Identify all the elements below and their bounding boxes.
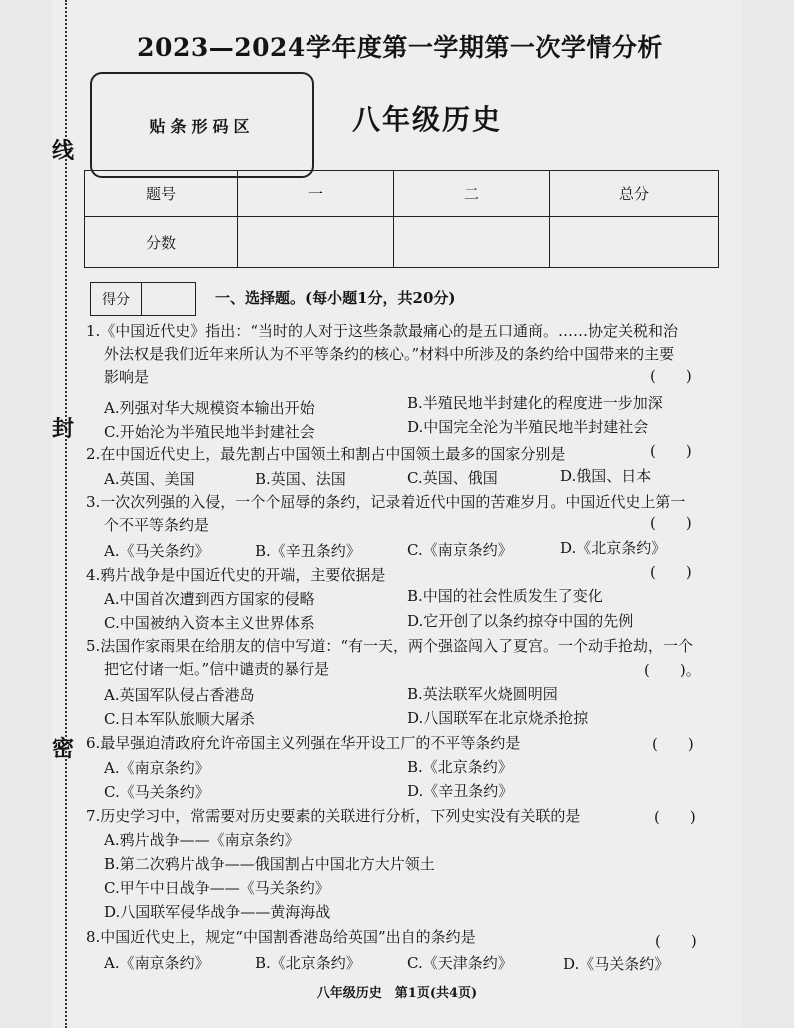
question-5 [86, 635, 726, 681]
question-2 [86, 443, 726, 466]
option-2d: D.俄国、日本 [560, 467, 652, 485]
binding-char-mi: 密 [52, 736, 75, 762]
option-6c: C.《马关条约》 [104, 783, 210, 801]
option-6b: B.《北京条约》 [407, 758, 513, 776]
question-line: 2.在中国近代史上，最先割占中国领土和割占中国领土最多的国家分别是 [86, 445, 566, 463]
question-4 [86, 564, 726, 587]
question-line: 把它付诸一炬。”信中谴责的暴行是 [104, 660, 330, 678]
question-line: 外法权是我们近年来所认为不平等条约的核心。”材料中所涉及的条约给中国带来的主要 [104, 345, 675, 363]
question-8 [86, 926, 726, 949]
question-7 [86, 805, 726, 828]
score-table-cell[interactable] [238, 217, 394, 268]
page-footer: 八年级历史 第1页(共4页) [316, 986, 478, 1001]
option-5d: D.八国联军在北京烧杀抢掠 [407, 709, 589, 727]
question-line: 8.中国近代史上，规定“中国割香港岛给英国”出自的条约是 [86, 928, 476, 946]
question-line: 个不平等条约是 [104, 516, 210, 534]
score-table-cell[interactable] [550, 217, 719, 268]
option-4a: A.中国首次遭到西方国家的侵略 [104, 590, 315, 608]
barcode-area: 贴条形码区 [90, 72, 314, 178]
option-2b: B.英国、法国 [255, 470, 346, 488]
option-5b: B.英法联军火烧圆明园 [407, 685, 558, 703]
option-5c: C.日本军队旅顺大屠杀 [104, 710, 255, 728]
score-table-header-cell: 二 [394, 171, 550, 217]
question-line: 4.鸦片战争是中国近代史的开端，主要依据是 [86, 566, 386, 584]
question-line: 6.最早强迫清政府允许帝国主义列强在华开设工厂的不平等条约是 [86, 734, 521, 752]
option-8b: B.《北京条约》 [255, 954, 361, 972]
score-table-header-cell: 题号 [85, 171, 238, 217]
section-score-box [90, 282, 196, 316]
option-4d: D.它开创了以条约掠夺中国的先例 [407, 612, 634, 630]
score-table-header-cell: 一 [238, 171, 394, 217]
score-table-cell: 分数 [85, 217, 238, 268]
option-1c: C.开始沦为半殖民地半封建社会 [104, 423, 315, 441]
binding-char-xian: 线 [52, 138, 75, 164]
option-7d: D.八国联军侵华战争——黄海海战 [104, 903, 331, 921]
option-7c: C.甲午中日战争——《马关条约》 [104, 879, 330, 897]
question-line: 7.历史学习中，常需要对历史要素的关联进行分析，下列史实没有关联的是 [86, 807, 581, 825]
question-1 [86, 320, 726, 389]
answer-paren-4[interactable]: ( ) [650, 563, 692, 581]
question-3 [86, 491, 726, 537]
answer-paren-1[interactable]: ( ) [650, 367, 692, 385]
question-line: 影响是 [104, 368, 150, 386]
score-box-label: 得分 [91, 283, 142, 315]
question-line: 5.法国作家雨果在给朋友的信中写道：“有一天，两个强盗闯入了夏宫。一个动手抢劫，一个 [86, 637, 693, 655]
option-8a: A.《南京条约》 [104, 954, 210, 972]
option-8c: C.《天津条约》 [407, 954, 513, 972]
option-1d: D.中国完全沦为半殖民地半封建社会 [407, 418, 649, 436]
option-3a: A.《马关条约》 [104, 542, 210, 560]
option-2c: C.英国、俄国 [407, 469, 498, 487]
option-8d: D.《马关条约》 [563, 955, 670, 973]
option-4b: B.中国的社会性质发生了变化 [407, 587, 603, 605]
option-1b: B.半殖民地半封建化的程度进一步加深 [407, 394, 663, 412]
score-table-header-cell: 总分 [550, 171, 719, 217]
score-table-cell[interactable] [394, 217, 550, 268]
option-5a: A.英国军队侵占香港岛 [104, 686, 255, 704]
option-3b: B.《辛丑条约》 [255, 542, 361, 560]
question-line: 1.《中国近代史》指出：“当时的人对于这些条款最痛心的是五口通商。……协定关税和治 [86, 322, 678, 340]
option-6d: D.《辛丑条约》 [407, 782, 514, 800]
exam-title: 2023—2024学年度第一学期第一次学情分析 [137, 33, 663, 62]
answer-paren-8[interactable]: ( ) [655, 932, 697, 950]
option-7a: A.鸦片战争——《南京条约》 [104, 831, 300, 849]
question-line: 3.一次次列强的入侵，一个个屈辱的条约，记录着近代中国的苦难岁月。中国近代史上第一 [86, 493, 686, 511]
binding-char-feng: 封 [52, 416, 75, 442]
answer-paren-7[interactable]: ( ) [654, 808, 696, 826]
option-6a: A.《南京条约》 [104, 759, 210, 777]
option-3c: C.《南京条约》 [407, 541, 513, 559]
answer-paren-5[interactable]: ( )。 [644, 661, 701, 679]
subject-title: 八年级历史 [352, 103, 503, 136]
option-7b: B.第二次鸦片战争——俄国割占中国北方大片领土 [104, 855, 435, 873]
option-1a: A.列强对华大规模资本输出开始 [104, 399, 315, 417]
option-2a: A.英国、美国 [104, 470, 195, 488]
answer-paren-6[interactable]: ( ) [652, 735, 694, 753]
section-heading: 一、选择题。(每小题1分，共20分) [215, 289, 456, 307]
option-4c: C.中国被纳入资本主义世界体系 [104, 614, 315, 632]
question-6 [86, 732, 726, 755]
answer-paren-3[interactable]: ( ) [650, 514, 692, 532]
score-table [84, 170, 719, 268]
answer-paren-2[interactable]: ( ) [650, 442, 692, 460]
option-3d: D.《北京条约》 [560, 539, 667, 557]
